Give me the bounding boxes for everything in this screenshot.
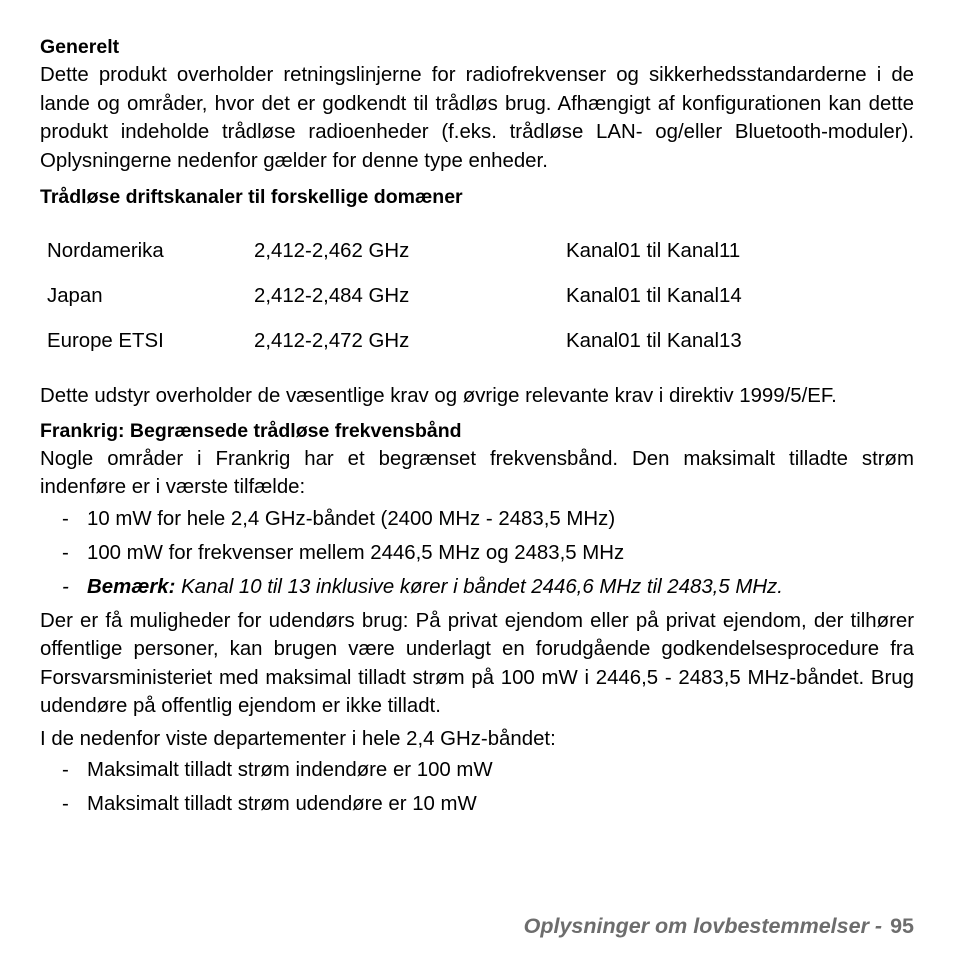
general-paragraph: Dette produkt overholder retningslinjerne for radiofrekvenser og sikkerhedsstandarderne i de lande og områder, hvor det er godkendt til trådløs brug. Afhængigt af konfigurationen kan dette produkt indeholde trådløse radioenheder (f.eks. trådløse LAN- og/eller Bluetooth-moduler). Oplysningerne nedenfor gælder for denne type enheder. — [40, 64, 914, 172]
region-cell: Japan — [47, 285, 103, 307]
frequency-cell: 2,412-2,472 GHz — [254, 330, 410, 352]
channels-cell: Kanal01 til Kanal14 — [566, 285, 742, 307]
list-item — [40, 756, 914, 784]
department-limit-list — [40, 756, 914, 818]
france-intro-paragraph: Nogle områder i Frankrig har et begrænset frekvensbånd. Den maksimalt tilladte strøm indenføre er i værste tilfælde: — [40, 447, 914, 498]
channels-cell: Kanal01 til Kanal13 — [566, 330, 742, 352]
dash-marker: - — [62, 759, 69, 781]
list-item-text: Maksimalt tilladt strøm udendøre er 10 mW — [87, 793, 477, 815]
note-label: Bemærk: — [87, 575, 176, 598]
france-heading: Frankrig: Begrænsede trådløse frekvensbånd — [40, 419, 462, 442]
note-text: Kanal 10 til 13 inklusive kører i båndet 2446,6 MHz til 2483,5 MHz. — [181, 575, 783, 598]
note-item — [40, 573, 914, 601]
page-footer — [524, 914, 914, 939]
table-row — [47, 319, 742, 364]
frequency-cell: 2,412-2,484 GHz — [254, 285, 410, 307]
dash-marker: - — [62, 793, 69, 815]
frequency-cell: 2,412-2,462 GHz — [254, 240, 410, 262]
list-item-text: 100 mW for frekvenser mellem 2446,5 MHz og 2483,5 MHz — [87, 541, 625, 564]
table-row — [47, 274, 742, 319]
document-page — [40, 33, 914, 824]
general-heading: Generelt — [40, 36, 120, 58]
outdoor-use-paragraph: Der er få muligheder for udendørs brug: På privat ejendom eller på privat ejendom, der tilhører offentlige personer, kan brugen være underlagt en forudgående godkendelsesprocedure fra Forsvarsministeriet med maksimal tilladt strøm på 100 mW i 2446,5 - 2483,5 MHz-båndet. Brug udendøre på offentlig ejendom er ikke tilladt. — [40, 609, 914, 717]
dash-marker: - — [62, 507, 69, 530]
channel-table — [47, 229, 742, 364]
dash-marker: - — [62, 541, 69, 564]
dash-marker: - — [62, 575, 69, 598]
departments-intro: I de nedenfor viste departementer i hele 2,4 GHz-båndet: — [40, 727, 556, 750]
list-item-text: 10 mW for hele 2,4 GHz-båndet (2400 MHz - 2483,5 MHz) — [87, 507, 616, 530]
power-limit-list — [40, 505, 914, 601]
list-item — [40, 790, 914, 818]
compliance-paragraph: Dette udstyr overholder de væsentlige krav og øvrige relevante krav i direktiv 1999/5/EF. — [40, 385, 837, 407]
list-item-text: Maksimalt tilladt strøm indendøre er 100 mW — [87, 759, 493, 781]
footer-section-title: Oplysninger om lovbestemmelser - — [523, 914, 883, 938]
region-cell: Nordamerika — [47, 240, 164, 262]
channels-heading: Trådløse driftskanaler til forskellige domæner — [40, 186, 463, 208]
region-cell: Europe ETSI — [47, 330, 164, 352]
table-row — [47, 229, 742, 274]
page-number: 95 — [890, 914, 914, 938]
list-item — [40, 505, 914, 533]
list-item — [40, 539, 914, 567]
channels-cell: Kanal01 til Kanal11 — [566, 240, 741, 262]
